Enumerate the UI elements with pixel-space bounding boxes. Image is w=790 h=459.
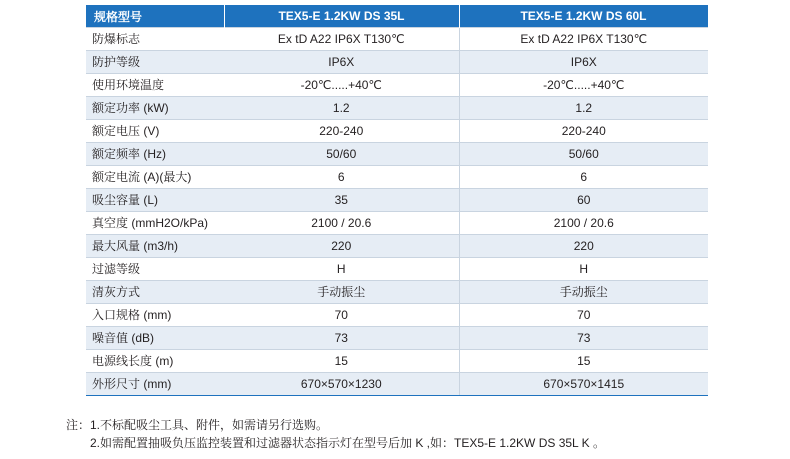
row-value-60l: 2100 / 20.6 — [459, 212, 708, 235]
row-label: 额定频率 (Hz) — [86, 143, 224, 166]
table-row — [86, 235, 708, 258]
row-value-60l: 73 — [459, 327, 708, 350]
table-row — [86, 28, 708, 51]
row-label: 清灰方式 — [86, 281, 224, 304]
row-label: 最大风量 (m3/h) — [86, 235, 224, 258]
row-value-35l: 670×570×1230 — [224, 373, 459, 396]
table-row — [86, 373, 708, 396]
row-value-35l: 15 — [224, 350, 459, 373]
row-label: 真空度 (mmH2O/kPa) — [86, 212, 224, 235]
table-row — [86, 304, 708, 327]
row-value-35l: 220-240 — [224, 120, 459, 143]
note-line-1: 注：1.不标配吸尘工具、附件，如需请另行选购。 — [66, 418, 329, 432]
row-value-35l: 50/60 — [224, 143, 459, 166]
table-row — [86, 97, 708, 120]
table-row — [86, 281, 708, 304]
table-row — [86, 212, 708, 235]
header-model-60l: TEX5-E 1.2KW DS 60L — [459, 5, 708, 28]
row-value-35l: IP6X — [224, 51, 459, 74]
table-row — [86, 327, 708, 350]
row-value-35l: 70 — [224, 304, 459, 327]
notes — [66, 416, 605, 452]
row-label: 额定电流 (A)(最大) — [86, 166, 224, 189]
spec-table — [86, 5, 709, 396]
row-value-60l: 手动振尘 — [459, 281, 708, 304]
row-value-35l: 2100 / 20.6 — [224, 212, 459, 235]
row-value-60l: 220 — [459, 235, 708, 258]
row-label: 防护等级 — [86, 51, 224, 74]
row-value-60l: 220-240 — [459, 120, 708, 143]
row-value-60l: IP6X — [459, 51, 708, 74]
row-label: 过滤等级 — [86, 258, 224, 281]
row-label: 电源线长度 (m) — [86, 350, 224, 373]
header-row — [86, 5, 708, 28]
spec-table-body — [86, 28, 708, 396]
row-label: 使用环境温度 — [86, 74, 224, 97]
row-value-60l: -20℃.....+40℃ — [459, 74, 708, 97]
table-row — [86, 51, 708, 74]
row-value-35l: 220 — [224, 235, 459, 258]
row-value-60l: 6 — [459, 166, 708, 189]
row-value-60l: 50/60 — [459, 143, 708, 166]
row-label: 吸尘容量 (L) — [86, 189, 224, 212]
row-value-60l: 60 — [459, 189, 708, 212]
header-label: 规格型号 — [86, 5, 224, 28]
row-value-60l: 15 — [459, 350, 708, 373]
row-label: 入口规格 (mm) — [86, 304, 224, 327]
row-value-35l: Ex tD A22 IP6X T130℃ — [224, 28, 459, 51]
row-value-60l: 670×570×1415 — [459, 373, 708, 396]
row-label: 防爆标志 — [86, 28, 224, 51]
table-row — [86, 74, 708, 97]
table-row — [86, 120, 708, 143]
table-row — [86, 143, 708, 166]
table-row — [86, 350, 708, 373]
row-value-35l: 73 — [224, 327, 459, 350]
note-line-2: 2.如需配置抽吸负压监控装置和过滤器状态指示灯在型号后加 K ,如：TEX5-E 1.2KW DS 35L K 。 — [90, 436, 605, 450]
row-value-35l: 手动振尘 — [224, 281, 459, 304]
row-label: 噪音值 (dB) — [86, 327, 224, 350]
header-model-35l: TEX5-E 1.2KW DS 35L — [224, 5, 459, 28]
row-value-35l: 35 — [224, 189, 459, 212]
row-value-35l: 6 — [224, 166, 459, 189]
row-label: 额定电压 (V) — [86, 120, 224, 143]
row-value-60l: 1.2 — [459, 97, 708, 120]
table-row — [86, 258, 708, 281]
row-value-35l: H — [224, 258, 459, 281]
row-label: 额定功率 (kW) — [86, 97, 224, 120]
row-value-35l: -20℃.....+40℃ — [224, 74, 459, 97]
row-value-35l: 1.2 — [224, 97, 459, 120]
row-value-60l: Ex tD A22 IP6X T130℃ — [459, 28, 708, 51]
table-row — [86, 189, 708, 212]
table-row — [86, 166, 708, 189]
row-value-60l: 70 — [459, 304, 708, 327]
row-value-60l: H — [459, 258, 708, 281]
row-label: 外形尺寸 (mm) — [86, 373, 224, 396]
